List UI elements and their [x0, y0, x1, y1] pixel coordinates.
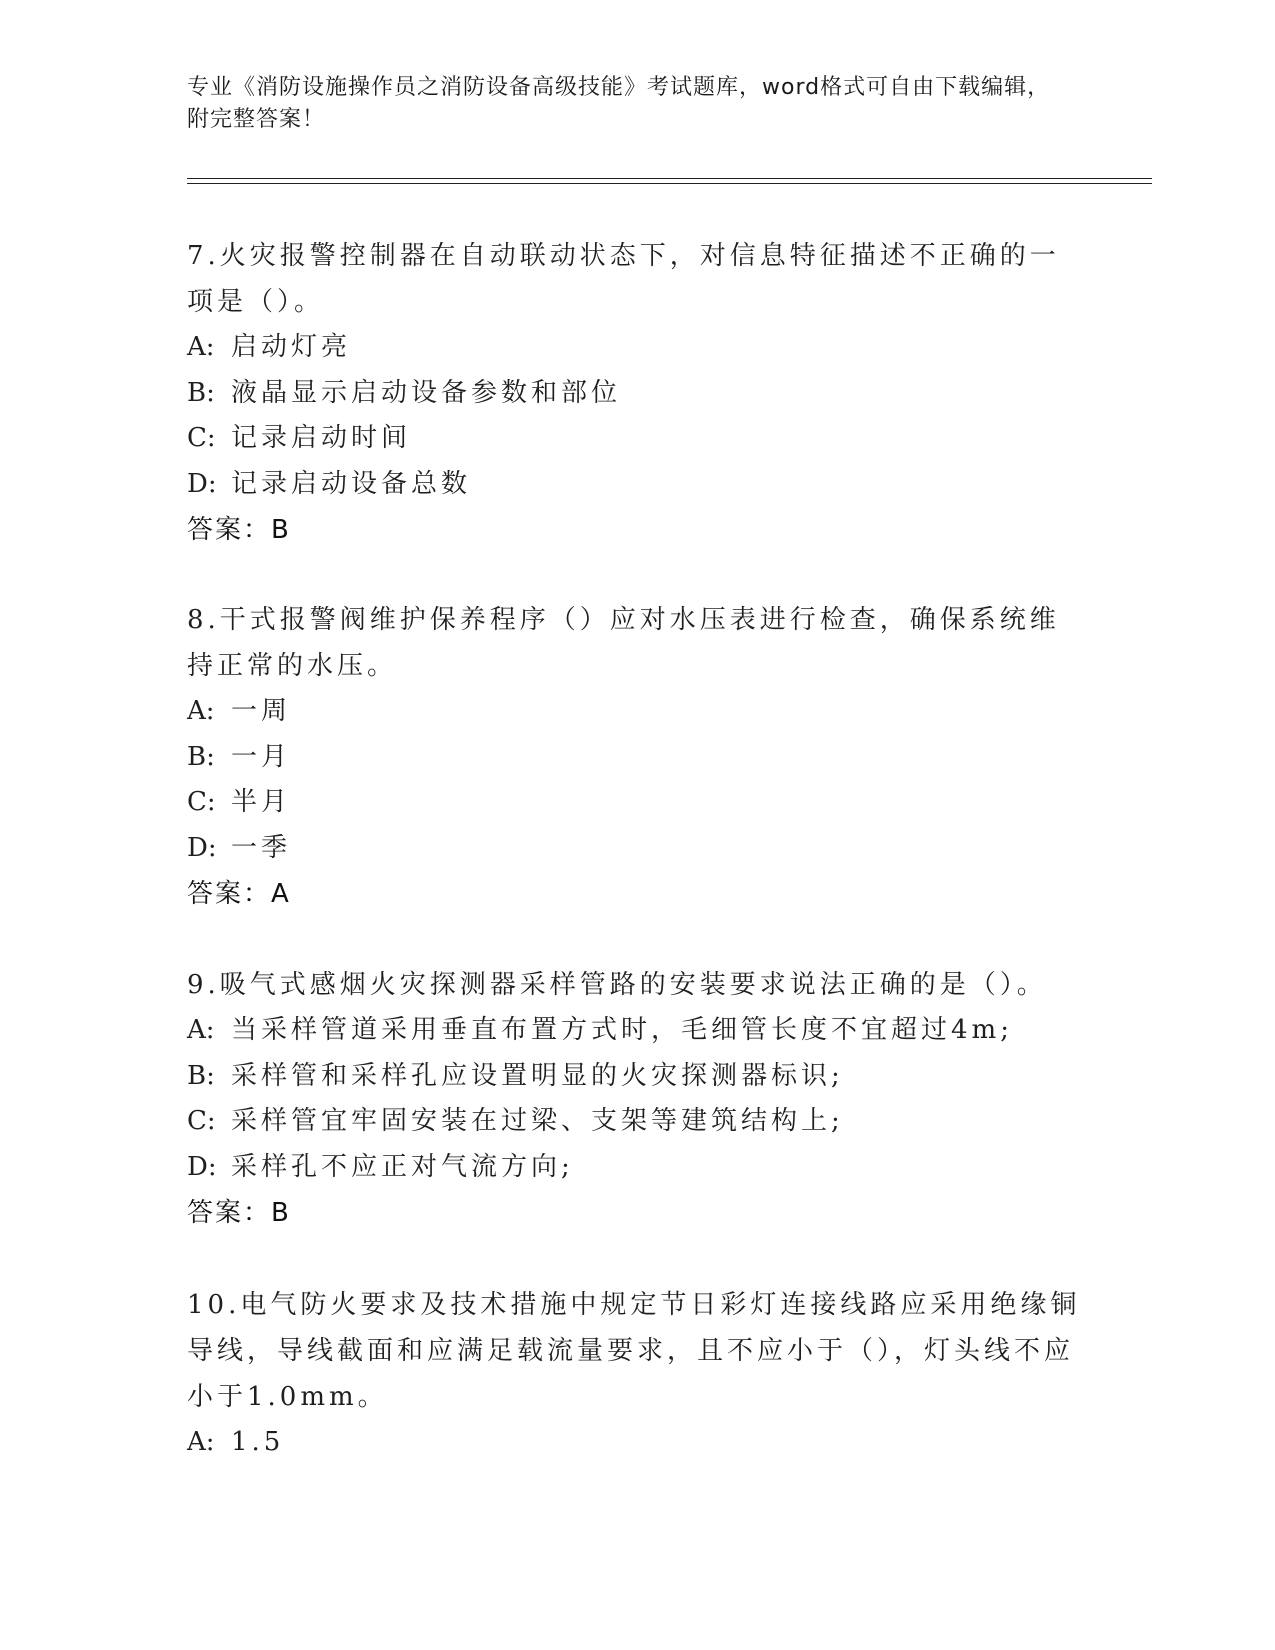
option-text: 记录启动时间: [231, 423, 412, 453]
option-key: C:: [187, 1106, 216, 1136]
option-text: 采样管宜牢固安装在过梁、支架等建筑结构上;: [231, 1106, 844, 1136]
option-key: B:: [187, 1060, 215, 1091]
option-a: [187, 689, 1087, 735]
option-text: 一周: [231, 696, 292, 726]
option-key: A:: [187, 332, 215, 362]
option-text: 采样孔不应正对气流方向;: [231, 1151, 574, 1182]
option-d: [187, 826, 1087, 872]
question-8: [187, 597, 1087, 917]
question-7: [187, 233, 1087, 553]
header-divider-bottom: [187, 183, 1152, 184]
option-text: 一月: [231, 741, 292, 772]
option-key: C:: [187, 423, 216, 453]
option-text: 采样管和采样孔应设置明显的火灾探测器标识;: [231, 1060, 844, 1091]
answer-line: 答案：A: [187, 879, 291, 909]
option-a: [187, 325, 1087, 371]
option-text: 液晶显示启动设备参数和部位: [231, 377, 622, 408]
option-key: D:: [187, 832, 217, 863]
document-intro: 专业《消防设施操作员之消防设备高级技能》考试题库，word格式可自由下载编辑，附完整答案！: [187, 75, 1051, 132]
header-divider-top: [187, 178, 1152, 179]
answer-line: 答案：B: [187, 1198, 291, 1228]
option-text: 一季: [231, 832, 292, 863]
option-text: 当采样管道采用垂直布置方式时，毛细管长度不宜超过4m;: [231, 1015, 1013, 1045]
option-key: A:: [187, 696, 215, 726]
option-key: B:: [187, 377, 215, 408]
option-key: C:: [187, 787, 216, 817]
option-c: [187, 1099, 1087, 1145]
question-10: [187, 1282, 1087, 1466]
question-text: 7.火灾报警控制器在自动联动状态下，对信息特征描述不正确的一项是（）。: [187, 241, 1060, 317]
option-key: D:: [187, 1151, 217, 1182]
question-9: [187, 962, 1087, 1236]
option-d: [187, 1145, 1087, 1191]
option-text: 记录启动设备总数: [231, 468, 472, 499]
option-text: 半月: [231, 787, 292, 817]
option-b: [187, 735, 1087, 781]
option-d: [187, 462, 1087, 508]
option-key: B:: [187, 741, 215, 772]
question-text: 9.吸气式感烟火灾探测器采样管路的安装要求说法正确的是（）。: [187, 970, 1047, 1000]
option-b: [187, 1054, 1087, 1100]
option-key: A:: [187, 1015, 215, 1045]
option-key: A:: [187, 1427, 215, 1457]
question-text: 10.电气防火要求及技术措施中规定节日彩灯连接线路应采用绝缘铜导线，导线截面和应满足载流量要求，且不应小于（），灯头线不应小于1.0mm。: [187, 1290, 1081, 1412]
question-text: 8.干式报警阀维护保养程序（）应对水压表进行检查，确保系统维持正常的水压。: [187, 605, 1060, 681]
option-text: 1.5: [231, 1427, 285, 1457]
option-b: [187, 371, 1087, 417]
option-a: [187, 1008, 1087, 1054]
option-c: [187, 780, 1087, 826]
answer-line: 答案：B: [187, 515, 291, 545]
option-a: [187, 1420, 1087, 1466]
option-key: D:: [187, 468, 217, 499]
option-c: [187, 416, 1087, 462]
option-text: 启动灯亮: [231, 332, 352, 362]
